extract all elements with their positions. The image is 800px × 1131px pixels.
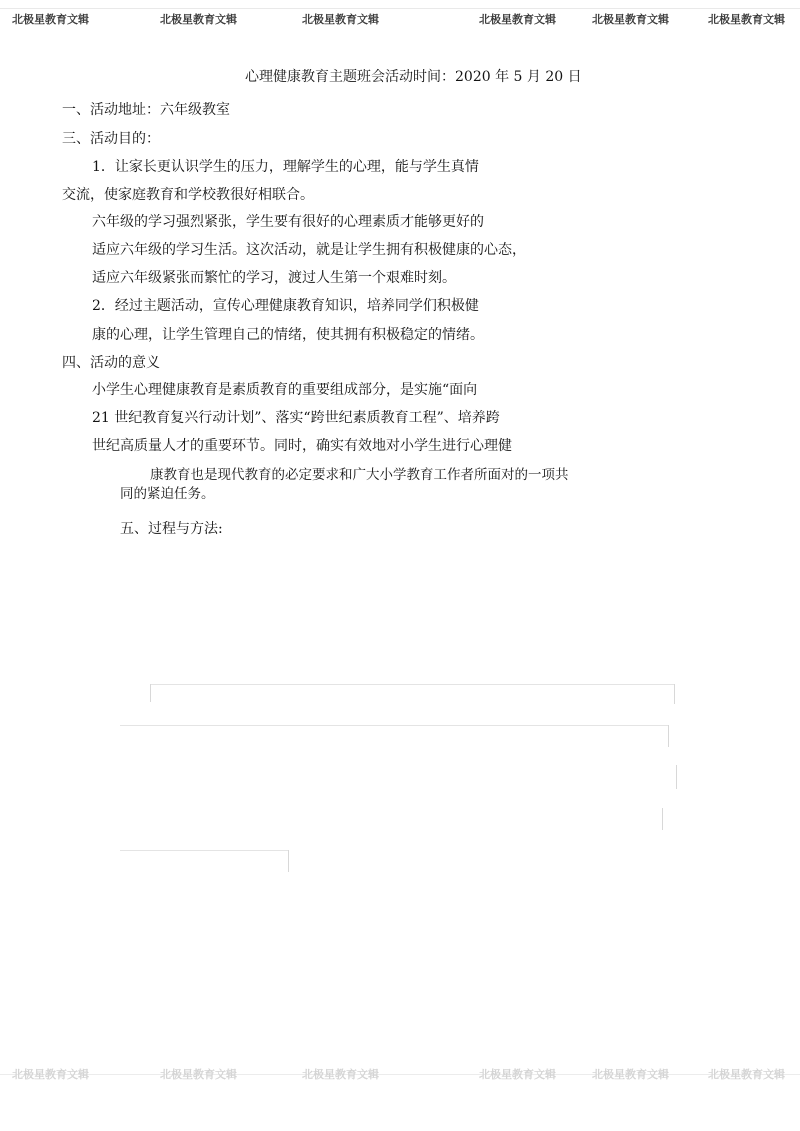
paragraph-line: 小学生心理健康教育是素质教育的重要组成部分，是实施“面向 <box>92 382 478 398</box>
watermark-text: 北极星教育文辑 <box>160 1068 237 1081</box>
faint-rule <box>120 850 288 851</box>
section-heading: 四、活动的意义 <box>62 355 160 371</box>
faint-rule <box>120 725 668 726</box>
paragraph-line: 六年级的学习强烈紧张，学生要有很好的心理素质才能够更好的 <box>92 214 484 230</box>
watermark-text: 北极星教育文辑 <box>12 13 89 26</box>
faint-rule <box>662 808 663 830</box>
paragraph-line: 世纪高质量人才的重要环节。同时，确实有效地对小学生进行心理健 <box>92 438 512 454</box>
paragraph-line: 同的紧迫任务。 <box>120 486 215 502</box>
watermark-text: 北极星教育文辑 <box>592 1068 669 1081</box>
watermark-text: 北极星教育文辑 <box>302 13 379 26</box>
watermark-text: 北极星教育文辑 <box>479 1068 556 1081</box>
faint-rule <box>288 850 289 872</box>
paragraph-line: 适应六年级紧张而繁忙的学习，渡过人生第一个艰难时刻。 <box>92 270 456 286</box>
watermark-text: 北极星教育文辑 <box>708 13 785 26</box>
faint-rule <box>150 684 674 685</box>
watermark-text: 北极星教育文辑 <box>479 13 556 26</box>
paragraph-line: 21 世纪教育复兴行动计划”、落实“跨世纪素质教育工程”、培养跨 <box>92 410 500 426</box>
faint-rule <box>674 684 675 704</box>
header-divider <box>0 8 800 9</box>
document-title: 心理健康教育主题班会活动时间：2020 年 5 月 20 日 <box>245 69 582 85</box>
faint-rule <box>676 765 677 789</box>
watermark-text: 北极星教育文辑 <box>302 1068 379 1081</box>
faint-rule <box>668 725 669 747</box>
watermark-text: 北极星教育文辑 <box>592 13 669 26</box>
section-heading: 三、活动目的： <box>62 131 160 147</box>
paragraph-line: 交流，使家庭教育和学校教很好相联合。 <box>62 187 314 203</box>
section-heading: 五、过程与方法: <box>120 521 223 537</box>
paragraph-line: 适应六年级的学习生活。这次活动，就是让学生拥有积极健康的心态， <box>92 242 526 258</box>
faint-rule <box>150 684 151 702</box>
paragraph-line: 1．让家长更认识学生的压力，理解学生的心理，能与学生真情 <box>92 159 479 175</box>
watermark-text: 北极星教育文辑 <box>160 13 237 26</box>
watermark-text: 北极星教育文辑 <box>12 1068 89 1081</box>
paragraph-line: 2．经过主题活动，宣传心理健康教育知识，培养同学们积极健 <box>92 298 479 314</box>
watermark-text: 北极星教育文辑 <box>708 1068 785 1081</box>
section-location: 一、活动地址：六年级教室 <box>62 102 230 118</box>
footer-divider <box>0 1074 800 1075</box>
paragraph-line: 康教育也是现代教育的必定要求和广大小学教育工作者所面对的一项共 <box>150 467 569 483</box>
paragraph-line: 康的心理，让学生管理自己的情绪，使其拥有积极稳定的情绪。 <box>92 327 484 343</box>
